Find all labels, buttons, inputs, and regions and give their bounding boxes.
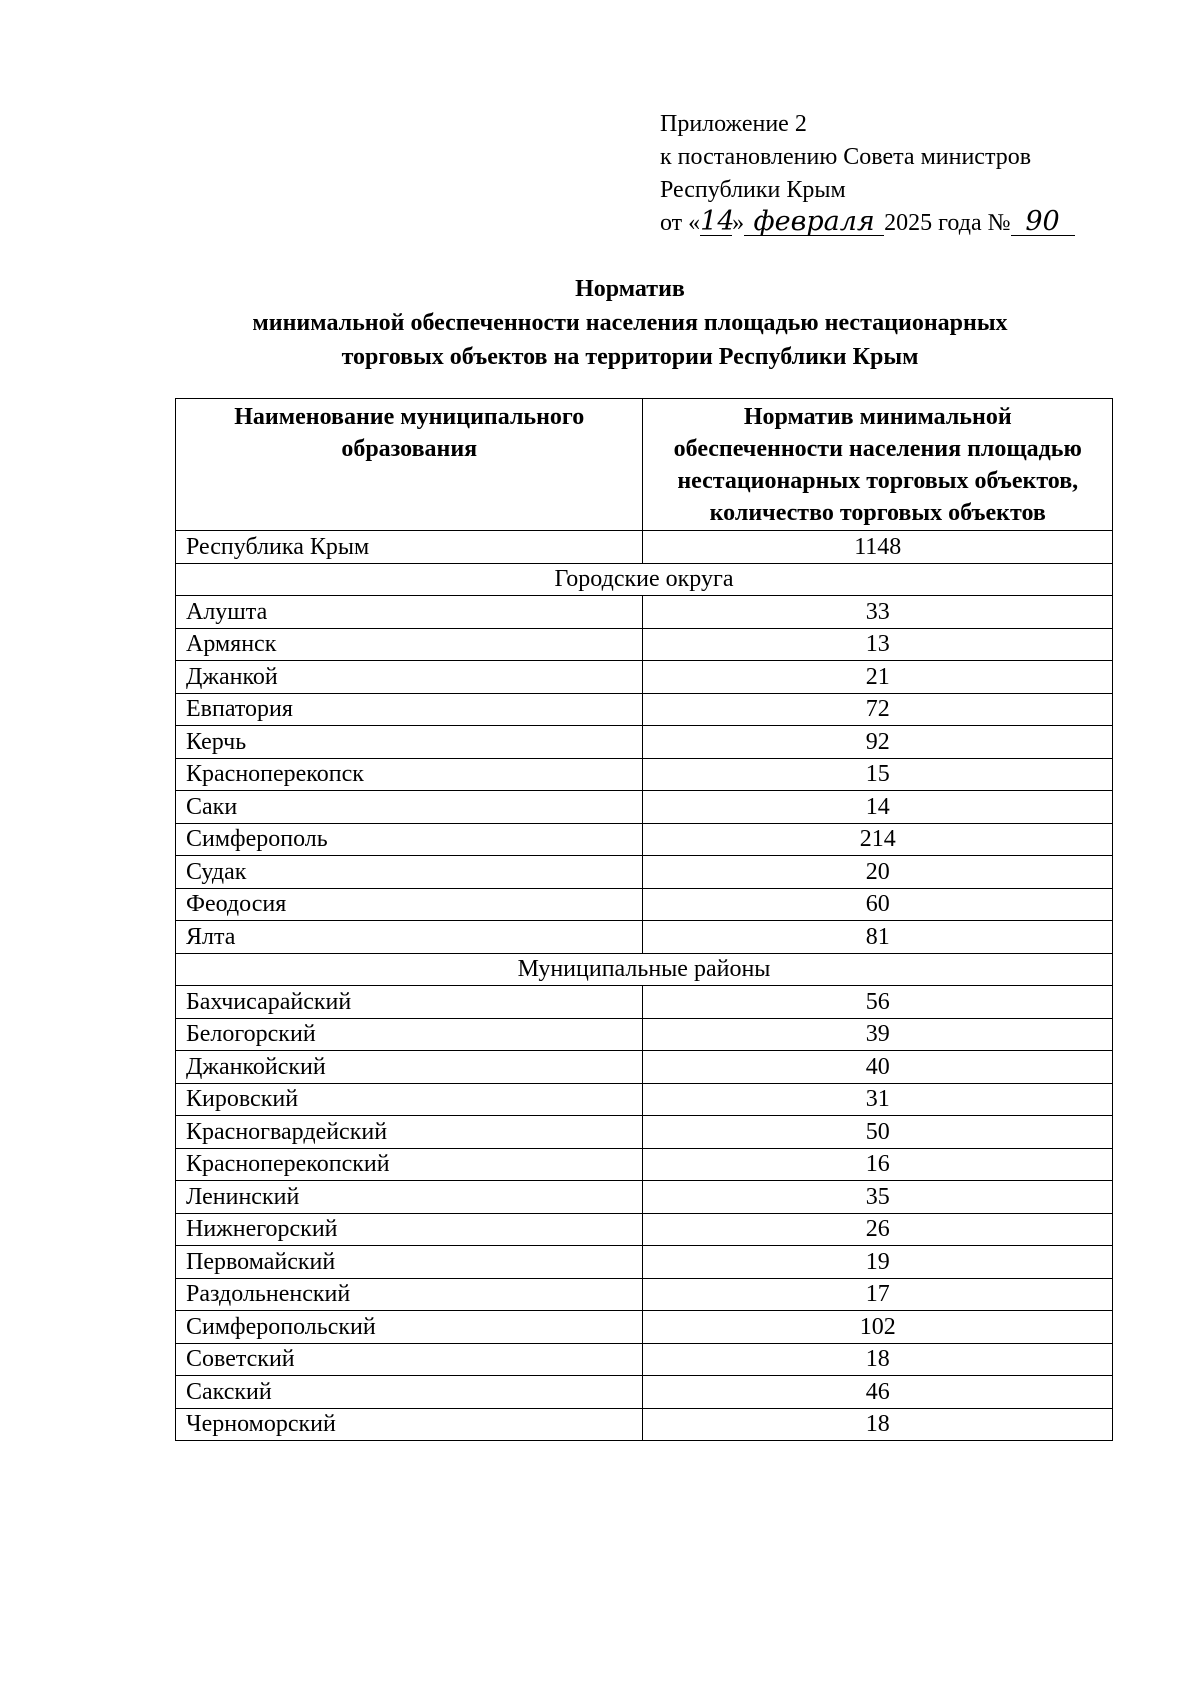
norm-value: 31 [643,1083,1113,1116]
annex-resolution-line: к постановлению Совета министров [660,144,1032,170]
municipality-name: Красноперекопский [176,1148,643,1181]
table-header-row [176,399,1113,531]
norm-value: 15 [643,758,1113,791]
norm-value: 18 [643,1343,1113,1376]
annex-date-line [660,207,1100,240]
header-municipality: Наименование муниципального образования [176,399,643,531]
table-body [176,531,1113,1441]
table-row [176,1343,1113,1376]
norm-value: 60 [643,888,1113,921]
table-row [176,856,1113,889]
municipality-name: Советский [176,1343,643,1376]
table-row [176,693,1113,726]
norm-value: 92 [643,726,1113,759]
table-row [176,888,1113,921]
municipality-name: Судак [176,856,643,889]
municipality-name: Красногвардейский [176,1116,643,1149]
date-mid: » [732,210,745,236]
municipality-name: Джанкой [176,661,643,694]
year-text: 2025 года № [884,210,1011,236]
municipality-name: Бахчисарайский [176,986,643,1019]
norm-table [175,398,1113,1441]
section-header-row [176,953,1113,986]
annex-republic-line: Республики Крым [660,177,846,203]
table-row [176,1181,1113,1214]
table-row [176,1246,1113,1279]
norm-value: 81 [643,921,1113,954]
municipality-name: Джанкойский [176,1051,643,1084]
norm-value: 33 [643,596,1113,629]
table-row [176,1408,1113,1441]
norm-value: 26 [643,1213,1113,1246]
norm-value: 1148 [643,531,1113,564]
header-norm: Норматив минимальной обеспеченности населения площадью нестационарных торговых объектов, количество торговых объектов [643,399,1113,531]
municipality-name: Армянск [176,628,643,661]
municipality-name: Симферопольский [176,1311,643,1344]
municipality-name: Саки [176,791,643,824]
table-row [176,823,1113,856]
table-row [176,628,1113,661]
section-title: Муниципальные районы [176,953,1113,986]
municipality-name: Сакский [176,1376,643,1409]
norm-value: 21 [643,661,1113,694]
municipality-name: Симферополь [176,823,643,856]
norm-value: 16 [643,1148,1113,1181]
table-row [176,1051,1113,1084]
norm-value: 72 [643,693,1113,726]
title-line-1: Норматив [575,276,685,302]
norm-value: 46 [643,1376,1113,1409]
municipality-name: Керчь [176,726,643,759]
norm-value: 214 [643,823,1113,856]
municipality-name: Кировский [176,1083,643,1116]
section-title: Городские округа [176,563,1113,596]
date-prefix: от « [660,210,701,236]
table-row [176,1213,1113,1246]
municipality-name: Красноперекопск [176,758,643,791]
municipality-name: Первомайский [176,1246,643,1279]
municipality-name: Республика Крым [176,531,643,564]
norm-value: 18 [643,1408,1113,1441]
norm-value: 17 [643,1278,1113,1311]
norm-value: 102 [643,1311,1113,1344]
table-row [176,1148,1113,1181]
municipality-name: Ялта [176,921,643,954]
municipality-name: Алушта [176,596,643,629]
table-row [176,1311,1113,1344]
municipality-name: Евпатория [176,693,643,726]
section-header-row [176,563,1113,596]
table-row [176,1278,1113,1311]
table-row [176,726,1113,759]
norm-value: 20 [643,856,1113,889]
norm-value: 14 [643,791,1113,824]
table-row [176,921,1113,954]
table-row [176,1116,1113,1149]
norm-value: 50 [643,1116,1113,1149]
table-row [176,758,1113,791]
municipality-name: Феодосия [176,888,643,921]
table-row [176,1376,1113,1409]
municipality-name: Черноморский [176,1408,643,1441]
table-row [176,791,1113,824]
municipality-name: Ленинский [176,1181,643,1214]
table-row [176,1018,1113,1051]
norm-value: 40 [643,1051,1113,1084]
norm-value: 35 [643,1181,1113,1214]
title-line-3: торговых объектов на территории Республики Крым [341,344,919,370]
municipality-name: Белогорский [176,1018,643,1051]
municipality-name: Нижнегорский [176,1213,643,1246]
document-title [160,272,1100,374]
annex-title: Приложение 2 [660,111,807,137]
handwritten-number: 90 [1011,209,1075,236]
table-row [176,596,1113,629]
annex-block [660,108,1100,240]
norm-value: 39 [643,1018,1113,1051]
title-line-2: минимальной обеспеченности населения площадью нестационарных [252,310,1008,336]
norm-value: 19 [643,1246,1113,1279]
municipality-name: Раздольненский [176,1278,643,1311]
norm-value: 56 [643,986,1113,1019]
table-row [176,661,1113,694]
table-row [176,1083,1113,1116]
handwritten-month: февраля [744,209,884,236]
norm-value: 13 [643,628,1113,661]
handwritten-day: 14 [700,206,735,237]
table-row [176,986,1113,1019]
total-row [176,531,1113,564]
